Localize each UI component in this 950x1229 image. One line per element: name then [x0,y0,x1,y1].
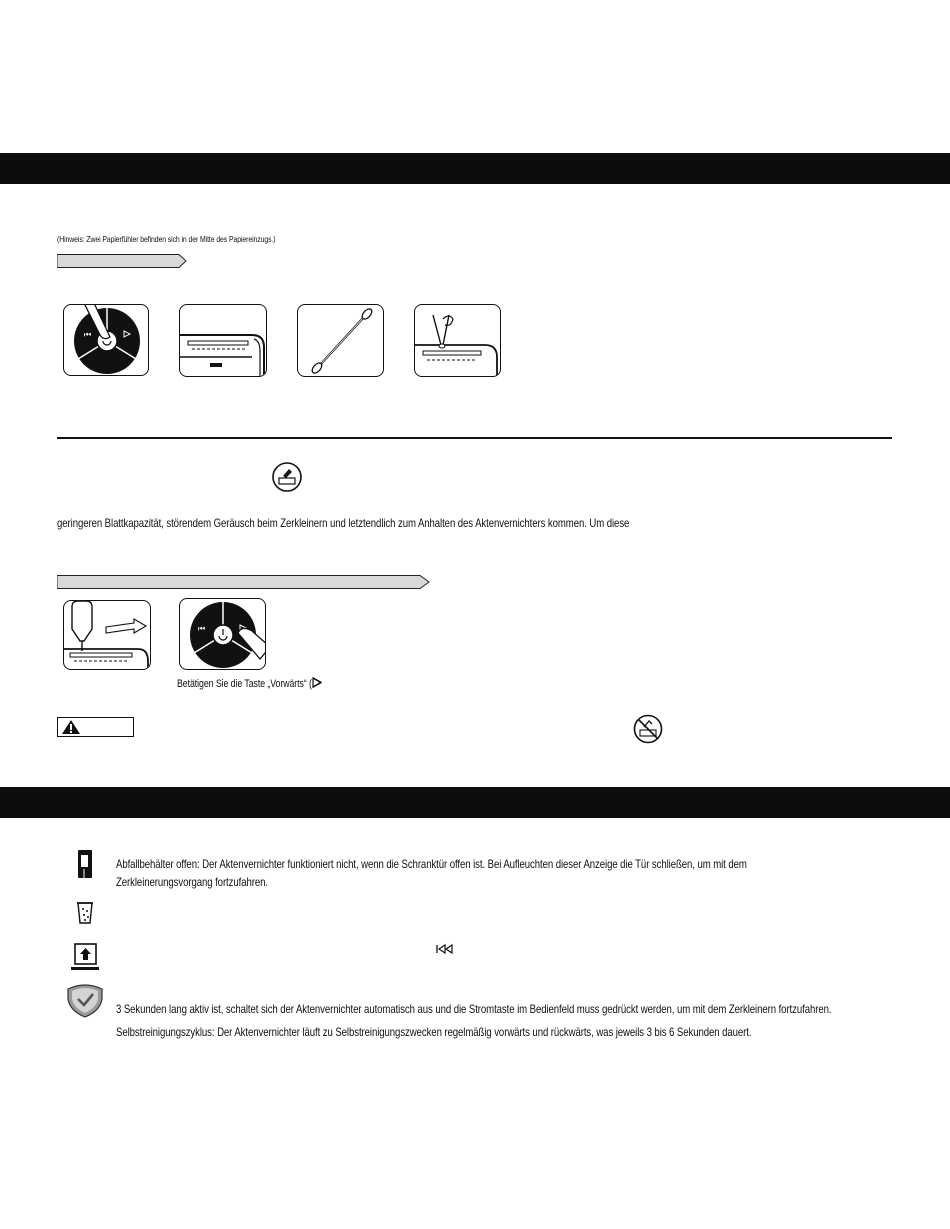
maintenance-paragraph: geringeren Blattkapazität, störendem Geräusch beim Zerkleinern und letztendlich zum Anhalten des Aktenvernichters kommen. Um diese [57,516,630,530]
forward-button-icon [179,598,266,670]
safety-text-2: Selbstreinigungszyklus: Der Aktenvernichter läuft zu Selbstreinigungszwecken regelmäßig vorwärts und rückwärts, was jeweils 3 bis 6 Sekunden dauert. [116,1025,752,1039]
section-header-band [0,153,950,184]
warning-icon [60,718,82,736]
bin-full-icon [75,899,95,925]
oil-sensor-icon [271,462,303,492]
step-arrow-bar [57,575,431,589]
sensor-note: (Hinweis: Zwei Papierfühler befinden sich in der Mitte des Papiereinzugs.) [57,235,276,244]
safe-sense-icon [66,983,104,1019]
safety-text-1: 3 Sekunden lang aktiv ist, schaltet sich der Aktenvernichter automatisch aus und die Stromtaste im Bedienfeld muss gedrückt werden, um mit dem Zerkleinern fortzufahren. [116,1002,832,1016]
play-forward-icon [312,677,322,688]
oil-bottle-icon [63,600,151,670]
warning-label [57,717,134,737]
section-divider [57,437,892,439]
clean-sensor-icon [414,304,501,377]
no-spray-icon [633,714,663,744]
svg-text:⏮: ⏮ [198,624,206,633]
overheat-icon [70,940,100,972]
forward-caption-text: Betätigen Sie die Taste „Vorwärts“ ( [177,678,312,690]
cotton-swab-icon [297,304,384,377]
bin-door-icon [75,849,95,881]
step-arrow-bar [57,254,187,268]
bin-open-text-2: Zerkleinerungsvorgang fortzufahren. [116,875,268,889]
section-header-band [0,787,950,818]
reverse-icon [435,943,455,955]
svg-text:⏮: ⏮ [84,330,92,339]
bin-open-text-1: Abfallbehälter offen: Der Aktenvernichter funktioniert nicht, wenn die Schranktür offen ist. Bei Aufleuchten dieser Anzeige die Tür schließen, um mit dem [116,857,747,871]
hand-power-button-icon [63,304,149,376]
shredder-top-icon [179,304,267,377]
forward-caption [177,677,322,690]
